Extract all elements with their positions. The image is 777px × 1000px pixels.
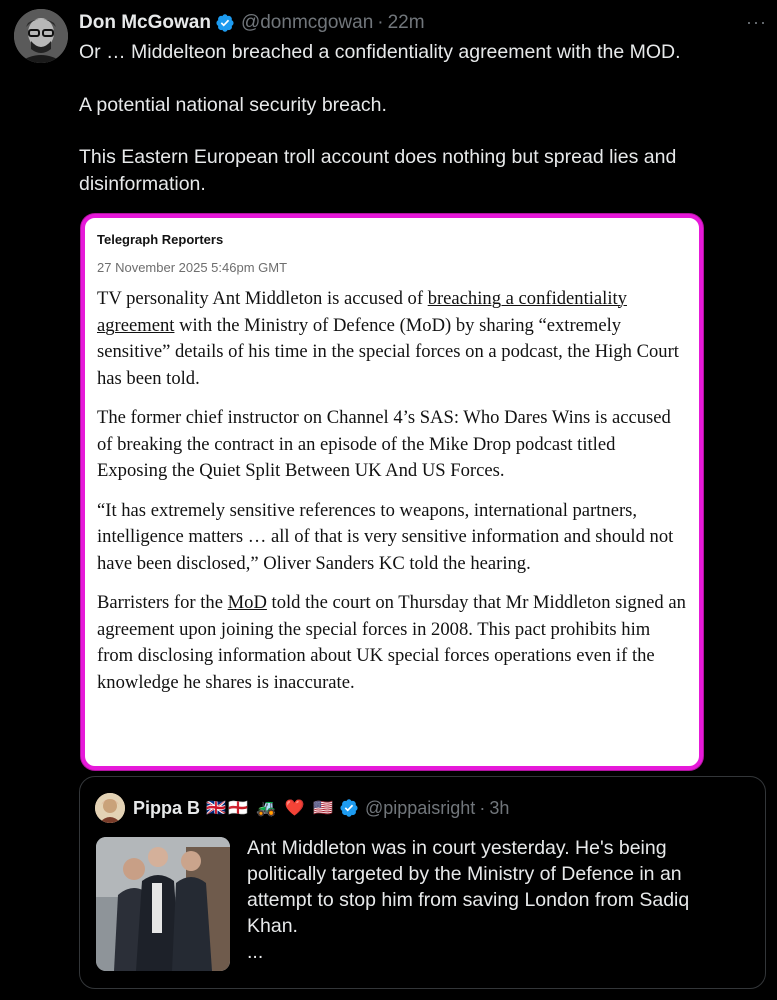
- verified-badge-icon[interactable]: [339, 798, 359, 818]
- quoted-tweet-header: [133, 795, 509, 821]
- article-paragraph: “It has extremely sensitive references to weapons, international partners, intelligence matters … all of that is very sensitive information and should not have been disclosed,” Oliver Sanders KC told the hearing.: [97, 499, 674, 574]
- quoted-tweet-text: [247, 835, 737, 965]
- quoted-tweet-body: Ant Middleton was in court yesterday. He's being politically targeted by the Ministry of Defence in an attempt to stop him from saving London from Sadiq Khan.: [247, 837, 690, 937]
- more-options-icon[interactable]: ···: [746, 12, 767, 32]
- separator-dot: ·: [377, 12, 384, 33]
- article-paragraph: The former chief instructor on Channel 4’s SAS: Who Dares Wins is accused of breaking the contract in an episode of the Mike Drop podcast titled Exposing the Quiet Split Between UK And US Forces.: [97, 407, 671, 481]
- tweet-header: [79, 10, 757, 36]
- author-name[interactable]: Don McGowan: [79, 12, 211, 33]
- article-paragraph: TV personality Ant Middleton is accused of breaching a confidentiality agreement with the Ministry of Defence (MoD) by sharing “extremely sensitive” details of his time in the special forces on a podcast, the High Court has been told.: [97, 288, 679, 389]
- article-paragraph: Barristers for the MoD told the court on Thursday that Mr Middleton signed an agreement upon joining the special forces in 2008. This pact prohibits him from disclosing information about UK special forces operations even if the knowledge he shares is inaccurate.: [97, 592, 686, 693]
- tweet-timestamp[interactable]: 22m: [387, 12, 425, 33]
- author-avatar[interactable]: [14, 9, 68, 63]
- tweet-paragraph: A potential national security breach.: [79, 93, 387, 116]
- article-screenshot-image[interactable]: [81, 214, 703, 770]
- article-link: breaching a confidentiality agreement: [97, 288, 627, 336]
- tweet-paragraph: This Eastern European troll account does nothing but spread lies and disinformation.: [79, 146, 677, 195]
- separator-dot: ·: [479, 797, 486, 818]
- name-emoji: 🇬🇧🏴󠁧󠁢󠁥󠁮󠁧󠁿 🚜 ❤️ 🇺🇸: [206, 800, 335, 817]
- article-body: [97, 286, 687, 709]
- quoted-tweet-timestamp[interactable]: 3h: [489, 797, 510, 818]
- quoted-author-handle[interactable]: @pippaisright: [364, 797, 476, 818]
- quoted-tweet-photo[interactable]: [96, 837, 230, 971]
- quoted-author-avatar[interactable]: [95, 793, 125, 823]
- article-link: MoD: [227, 592, 267, 613]
- article-author: Telegraph Reporters: [97, 232, 224, 247]
- show-more-ellipsis[interactable]: ...: [247, 941, 264, 963]
- article-date: 27 November 2025 5:46pm GMT: [97, 260, 288, 275]
- tweet-paragraph: Or … Middelteon breached a confidentiality agreement with the MOD.: [79, 41, 681, 63]
- tweet-text: [79, 39, 759, 223]
- verified-badge-icon[interactable]: [215, 13, 235, 33]
- quoted-tweet[interactable]: [79, 776, 766, 989]
- quoted-author-name[interactable]: Pippa B: [133, 797, 201, 818]
- author-handle[interactable]: @donmcgowan: [240, 12, 374, 33]
